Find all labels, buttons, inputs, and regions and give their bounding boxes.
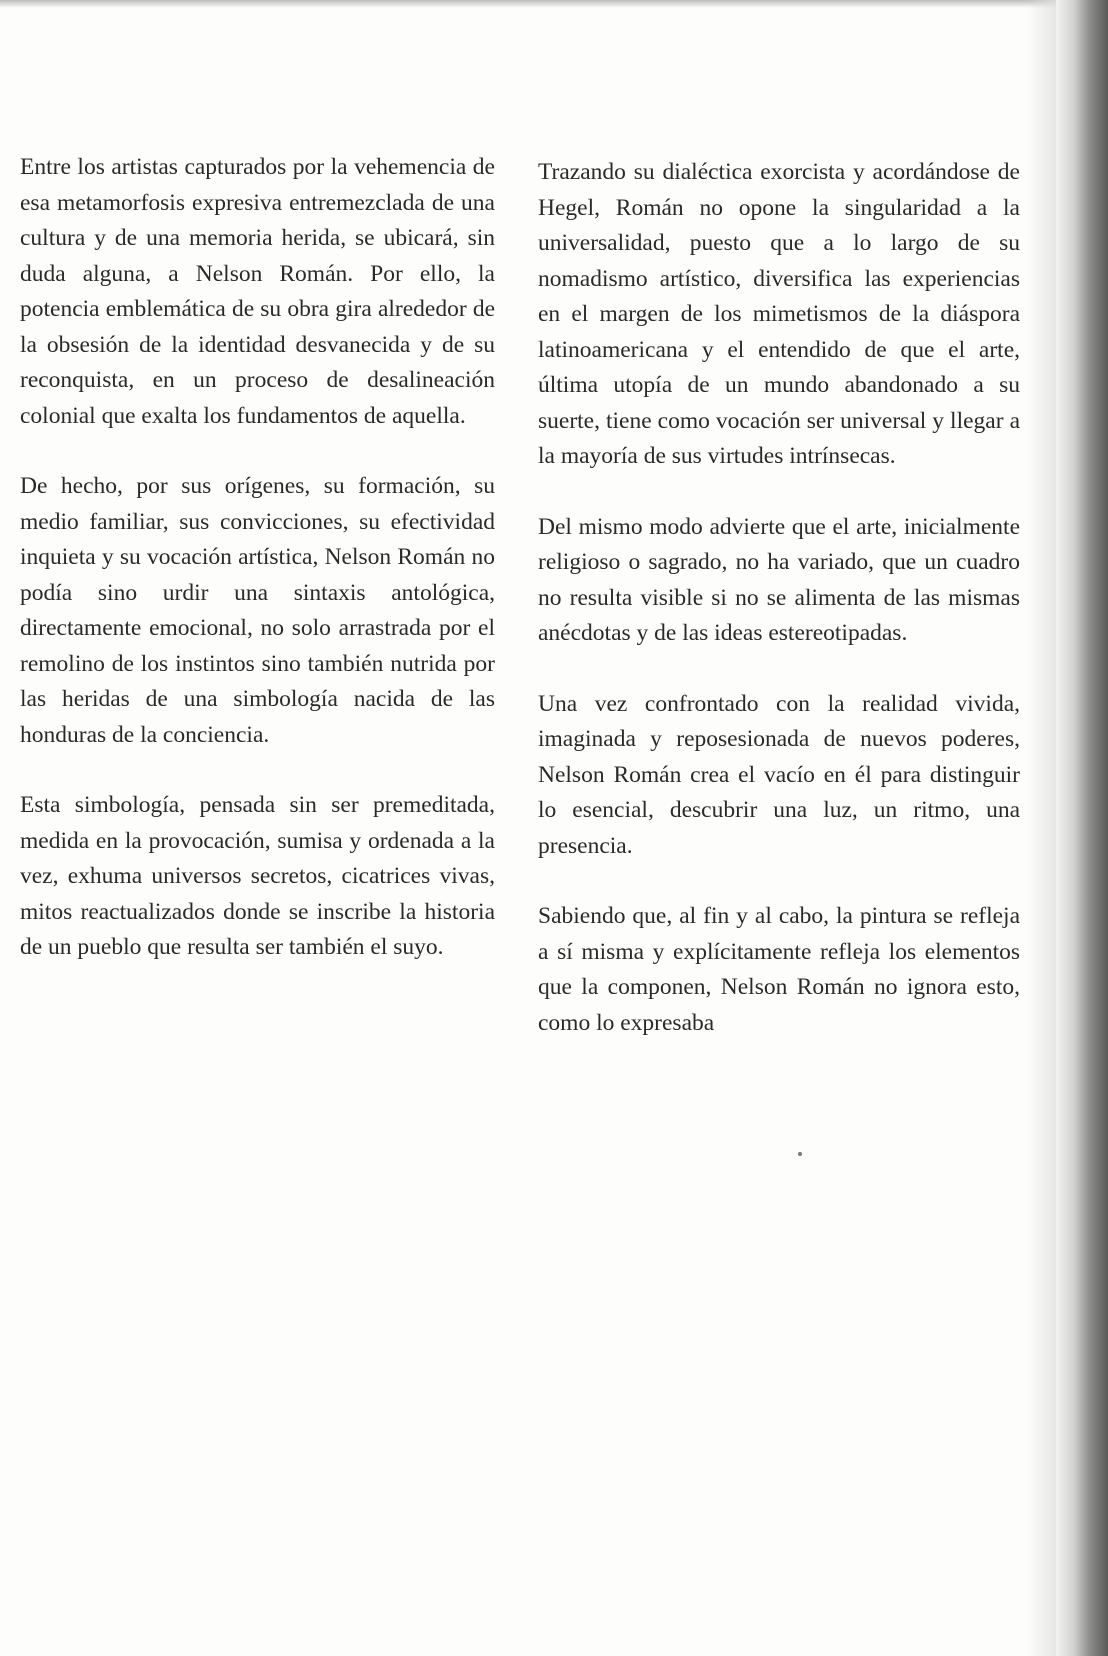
paragraph: Una vez confrontado con la realidad vivida, imaginada y reposesionada de nuevos poderes, Nelson Román crea el vacío en él para distinguir lo esencial, descubrir una luz, un ritmo, una presencia.	[538, 690, 1020, 859]
left-column	[20, 150, 495, 1001]
right-column	[538, 155, 1020, 1076]
page-edge	[1056, 0, 1108, 1656]
paragraph: Esta simbología, pensada sin ser premeditada, medida en la provocación, sumisa y ordenada a la vez, exhuma universos secretos, cicatrices vivas, mitos reactualizados donde se inscribe la historia de un pueblo que resulta ser también el suyo.	[20, 792, 495, 960]
paragraph: Entre los artistas capturados por la vehemencia de esa metamorfosis expresiva entremezclada de una cultura y de una memoria herida, se ubicará, sin duda alguna, a Nelson Román. Por ello, la potencia emblemática de su obra gira alrededor de la obsesión de la identidad desvanecida y de su reconquista, en un proceso de desalineación colonial que exalta los fundamentos de aquella.	[20, 154, 495, 429]
ink-speck	[798, 1152, 802, 1156]
scan-top-shadow	[0, 0, 1108, 8]
paragraph: Del mismo modo advierte que el arte, inicialmente religioso o sagrado, no ha variado, que un cuadro no resulta visible si no se alimenta de las mismas anécdotas y de las ideas estereotipadas.	[538, 513, 1020, 646]
paragraph: Trazando su dialéctica exorcista y acordándose de Hegel, Román no opone la singularidad a la universalidad, puesto que a lo largo de su nomadismo artístico, diversifica las experiencias en el margen de los mimetismos de la diáspora latinoamericana y el entendido de que el arte, última utopía de un mundo abandonado a su suerte, tiene como vocación ser universal y llegar a la mayoría de sus virtudes intrínsecas.	[538, 159, 1020, 469]
paragraph: De hecho, por sus orígenes, su formación, su medio familiar, sus convicciones, su efectividad inquieta y su vocación artística, Nelson Román no podía sino urdir una sintaxis antológica, directamente emocional, no solo arrastrada por el remolino de los instintos sino también nutrida por las heridas de una simbología nacida de las honduras de la conciencia.	[20, 473, 495, 748]
paragraph: Sabiendo que, al fin y al cabo, la pintura se refleja a sí misma y explícitamente refleja los elementos que la componen, Nelson Román no ignora esto, como lo expresaba	[538, 903, 1020, 1036]
page-curl-shading	[1026, 0, 1056, 1656]
